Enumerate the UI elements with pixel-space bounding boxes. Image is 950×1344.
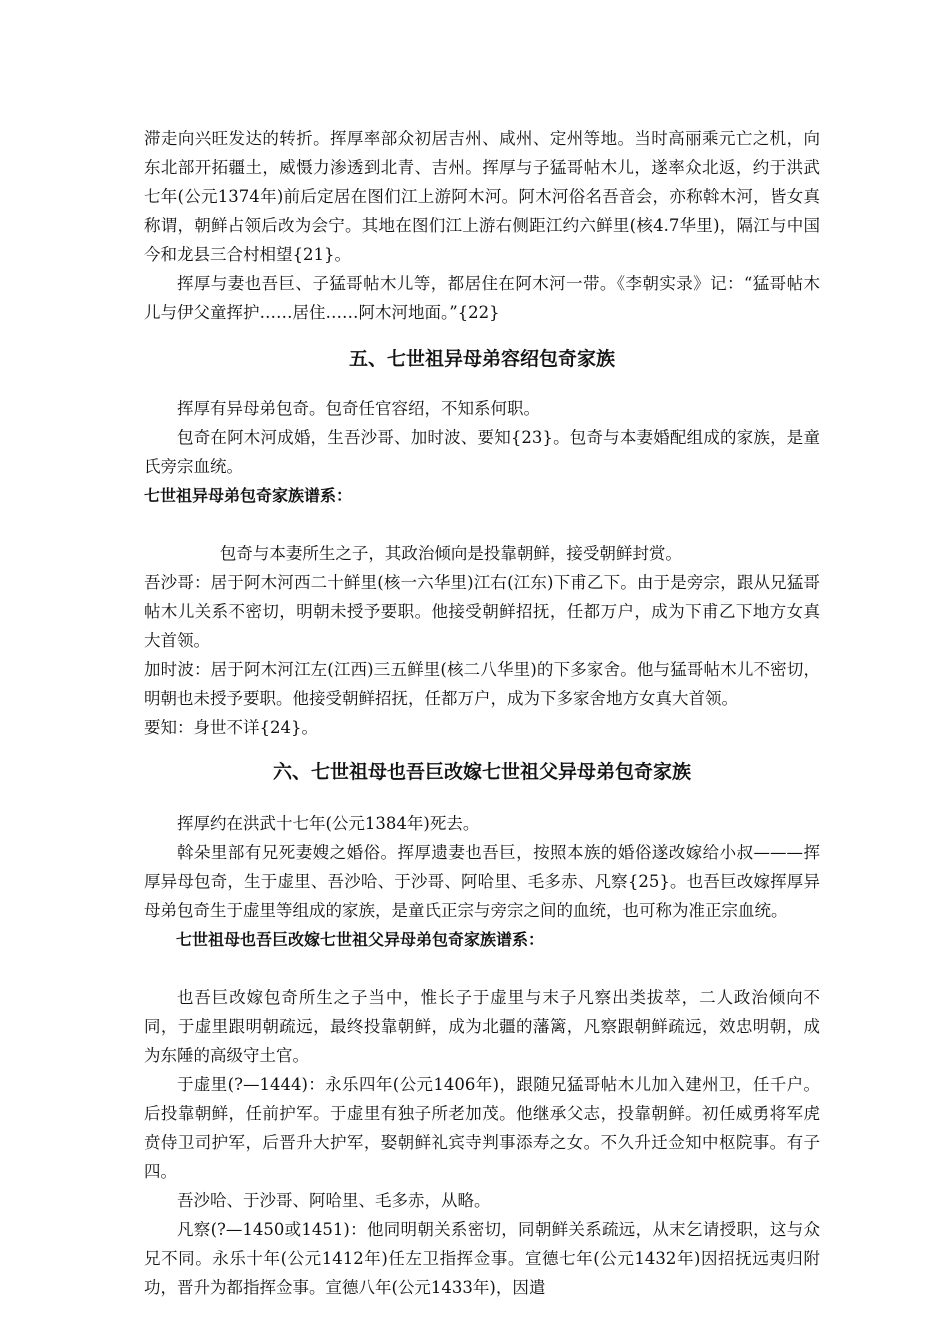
paragraph-residence: 挥厚与妻也吾巨、子猛哥帖木儿等，都居住在阿木河一带。《李朝实录》记：“猛哥帖木儿与伊父童挥护……居住……阿木河地面。”{22} — [144, 274, 820, 322]
section-5-entry-wushage: 吾沙哥：居于阿木河西二十鲜里(核一六华里)江右(江东)下甫乙下。由于是旁宗，跟从兄猛哥帖木儿关系不密切，明朝未授予要职。他接受朝鲜招抚，任都万户，成为下甫乙下地方女真大首领。 — [144, 573, 820, 650]
paragraph-continuation: 滞走向兴旺发达的转折。挥厚率部众初居吉州、咸州、定州等地。当时高丽乘元亡之机，向东北部开拓疆土，威慑力渗透到北青、吉州。挥厚与子猛哥帖木儿，遂率众北返，约于洪武七年(公元1374年)前后定居在图们江上游阿木河。阿木河俗名吾音会，亦称斡木河，皆女真称谓，朝鲜占领后改为会宁。其地在图们江上游右侧距江约六鲜里(核4.7华里)，隔江与中国今和龙县三合村相望{21}。 — [144, 129, 820, 264]
section-6-paragraph-2: 斡朵里部有兄死妻嫂之婚俗。挥厚遗妻也吾巨，按照本族的婚俗遂改嫁给小叔———挥厚异母包奇，生于虚里、吾沙哈、于沙哥、阿哈里、毛多赤、凡察{25}。也吾巨改嫁挥厚异母弟包奇生于虚里等组成的家族，是童氏正宗与旁宗之间的血统，也可称为准正宗血统。 — [144, 843, 820, 920]
section-6-heading: 六、七世祖母也吾巨改嫁七世祖父异母弟包奇家族 — [272, 761, 691, 783]
section-6-paragraph-1: 挥厚约在洪武十七年(公元1384年)死去。 — [177, 814, 480, 833]
section-5-paragraph-3: 包奇与本妻所生之子，其政治倾向是投靠朝鲜，接受朝鲜封赏。 — [219, 544, 682, 563]
section-6-entry-yuxuli: 于虚里(?—1444)：永乐四年(公元1406年)，跟随兄猛哥帖木儿加入建州卫，任千户。后投靠朝鲜，任前护军。于虚里有独子所老加茂。他继承父志，投靠朝鲜。初任威勇将军虎贲侍卫司护军，后晋升大护军，娶朝鲜礼宾寺判事添寿之女。不久升迁佥知中枢院事。有子四。 — [144, 1075, 820, 1181]
section-6-entry-fancha: 凡察(?—1450或1451)：他同明朝关系密切，同朝鲜关系疏远，从末乞请授职，这与众兄不同。永乐十年(公元1412年)任左卫指挥佥事。宣德七年(公元1432年)因招抚远夷归附功，晋升为都指挥佥事。宣德八年(公元1433年)，因遣 — [144, 1220, 820, 1297]
section-5-entry-yaozhi: 要知：身世不详{24}。 — [144, 718, 318, 737]
section-6-entry-others: 吾沙哈、于沙哥、阿哈里、毛多赤，从略。 — [177, 1191, 491, 1210]
document-body — [144, 124, 820, 1302]
spacer — [144, 954, 820, 983]
section-5-paragraph-1: 挥厚有异母弟包奇。包奇任官容绍，不知系何职。 — [177, 399, 540, 418]
section-6-paragraph-3: 也吾巨改嫁包奇所生之子当中，惟长子于虚里与末子凡察出类拔萃，二人政治倾向不同，于虚里跟明朝疏远，最终投靠朝鲜，成为北疆的藩篱，凡察跟朝鲜疏远，效忠明朝，成为东陲的高级守土官。 — [144, 988, 820, 1065]
spacer — [144, 510, 820, 539]
section-5-paragraph-2: 包奇在阿木河成婚，生吾沙哥、加时波、要知{23}。包奇与本妻婚配组成的家族，是童氏旁宗血统。 — [144, 428, 820, 476]
section-6-subheading: 七世祖母也吾巨改嫁七世祖父异母弟包奇家族谱系： — [176, 930, 545, 949]
section-5-heading: 五、七世祖异母弟容绍包奇家族 — [348, 348, 615, 370]
section-5-subheading: 七世祖异母弟包奇家族谱系： — [144, 486, 353, 505]
section-5-entry-jiashibo: 加时波：居于阿木河江左(江西)三五鲜里(核二八华里)的下多家舍。他与猛哥帖木儿不密切，明朝也未授予要职。他接受朝鲜招抚，任都万户，成为下多家舍地方女真大首领。 — [144, 660, 820, 708]
